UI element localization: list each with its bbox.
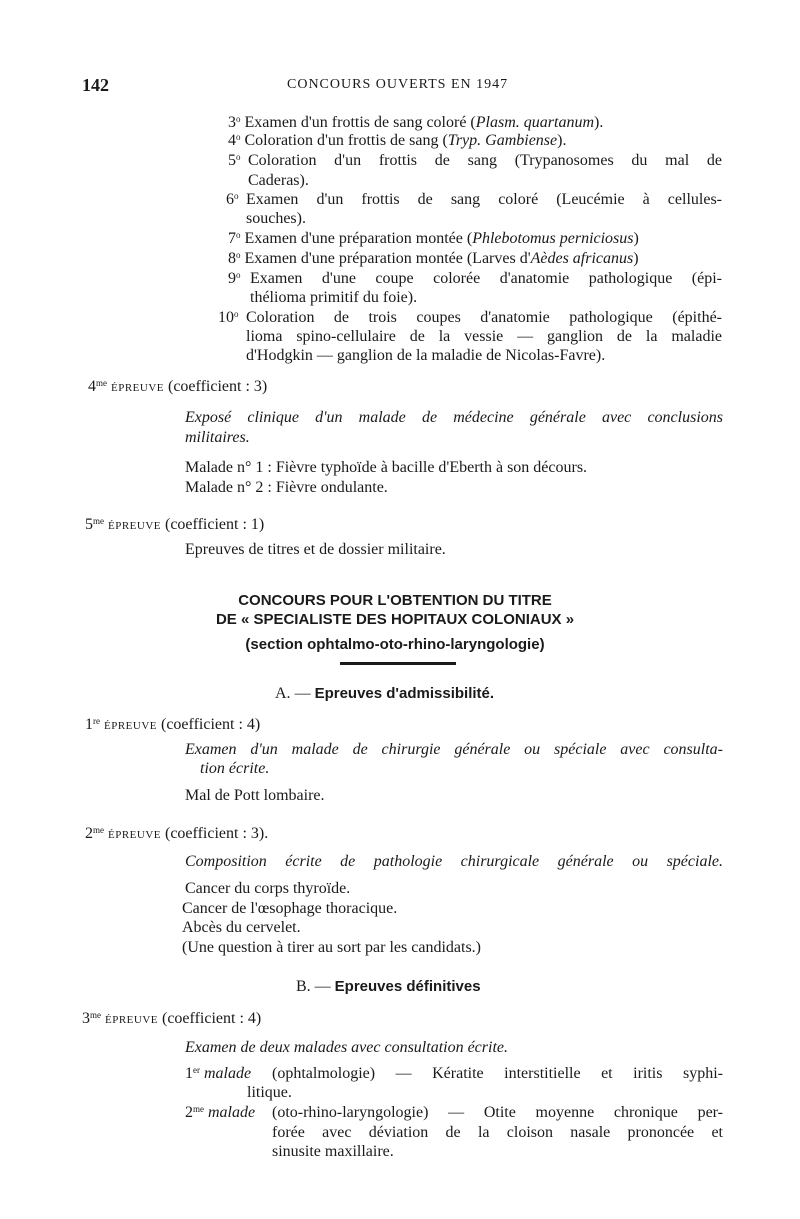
list-item: 5$^o$	[228, 152, 241, 169]
malade-1-label: 1er malade	[185, 1065, 252, 1082]
list-item-text: Coloration d'un frottis de sang (Trypanosomes du mal de	[248, 152, 722, 169]
malade-2: Malade n° 2 : Fièvre ondulante.	[185, 479, 388, 496]
page-number: 142	[82, 75, 109, 95]
list-item-text: Caderas).	[248, 172, 309, 189]
list-item-text: d'Hodgkin — ganglion de la maladie de Nicolas-Favre).	[246, 347, 606, 364]
epreuve-a2-heading: $2^{me}$ ÉPREUVE (coefficient : 3).	[85, 825, 269, 842]
epreuve-a1-heading: 1re ÉPREUVE (coefficient : 4)	[85, 716, 261, 733]
list-item: 10$^o$	[218, 309, 239, 326]
divider	[340, 662, 456, 665]
list-item: Cancer du corps thyroïde.	[185, 880, 351, 897]
concours-section: (section ophtalmo-oto-rhino-laryngologie)	[245, 636, 545, 653]
running-title: CONCOURS OUVERTS EN 1947	[287, 77, 509, 92]
epreuve-a1-text: Mal de Pott lombaire.	[185, 787, 325, 804]
malade-2-text-cont2: sinusite maxillaire.	[272, 1143, 394, 1160]
list-item-text: Examen d'une coupe colorée d'anatomie pathologique (épi-	[250, 270, 722, 287]
epreuve-a2-title: Composition écrite de pathologie chirurgicale générale ou spéciale.	[185, 853, 723, 870]
list-item: Abcès du cervelet.	[182, 919, 301, 936]
list-item: 9$^o$	[228, 270, 241, 287]
epreuve-b3-title: Examen de deux malades avec consultation écrite.	[185, 1039, 508, 1056]
list-item: 4$^o$ Coloration d'un frottis de sang (Tryp. Gambiense).	[228, 132, 567, 149]
list-item-text: souches).	[246, 210, 306, 227]
malade-1-text: (ophtalmologie) — Kératite interstitielle et iritis syphi-	[272, 1065, 723, 1082]
malade-1-text-cont: litique.	[247, 1084, 292, 1101]
malade-2-text: (oto-rhino-laryngologie) — Otite moyenne chronique per-	[272, 1104, 723, 1121]
list-item-text: thélioma primitif du foie).	[250, 289, 418, 306]
list-item: (Une question à tirer au sort par les candidats.)	[182, 939, 482, 956]
malade-1: Malade n° 1 : Fièvre typhoïde à bacille d'Eberth à son décours.	[185, 459, 588, 476]
malade-2-text-cont: forée avec déviation de la cloison nasale prononcée et	[272, 1124, 723, 1141]
list-item-text: Coloration de trois coupes d'anatomie pathologique (épithé-	[246, 309, 722, 326]
epreuve-5-text: Epreuves de titres et de dossier militaire.	[185, 541, 446, 558]
epreuve-5-heading: $5^{me}$ ÉPREUVE (coefficient : 1)	[85, 516, 265, 533]
epreuve-4-title-cont: militaires.	[185, 429, 250, 446]
list-item: 6$^o$	[226, 191, 239, 208]
epreuve-4-title: Exposé clinique d'un malade de médecine générale avec conclusions	[185, 409, 723, 426]
list-item: 3$^o$ Examen d'un frottis de sang coloré (Plasm. quartanum).	[228, 114, 604, 131]
list-item: 7$^o$ Examen d'une préparation montée (Phlebotomus perniciosus)	[228, 230, 639, 247]
section-a-heading: A. — Epreuves d'admissibilité.	[275, 685, 495, 702]
list-item-text: Examen d'un frottis de sang coloré (Leucémie à cellules-	[246, 191, 722, 208]
malade-2-label: $2^{me}$ malade	[185, 1104, 256, 1121]
epreuve-a1-title-cont: tion écrite.	[200, 760, 270, 777]
section-b-heading: B. — Epreuves définitives	[296, 978, 481, 995]
epreuve-a1-title: Examen d'un malade de chirurgie générale ou spéciale avec consulta-	[185, 741, 723, 758]
list-item: 8$^o$ Examen d'une préparation montée (Larves d'Aèdes africanus)	[228, 250, 639, 267]
concours-title-line2: DE « SPECIALISTE DES HOPITAUX COLONIAUX »	[215, 611, 575, 628]
epreuve-4-heading: $4^{me}$ ÉPREUVE (coefficient : 3)	[88, 378, 268, 395]
list-item: Cancer de l'œsophage thoracique.	[182, 900, 398, 917]
list-item-text: lioma spino-cellulaire de la vessie — ganglion de la maladie	[246, 328, 722, 345]
concours-title-line1: CONCOURS POUR L'OBTENTION DU TITRE	[238, 592, 552, 609]
epreuve-b3-heading: $3^{me}$ ÉPREUVE (coefficient : 4)	[82, 1010, 262, 1027]
